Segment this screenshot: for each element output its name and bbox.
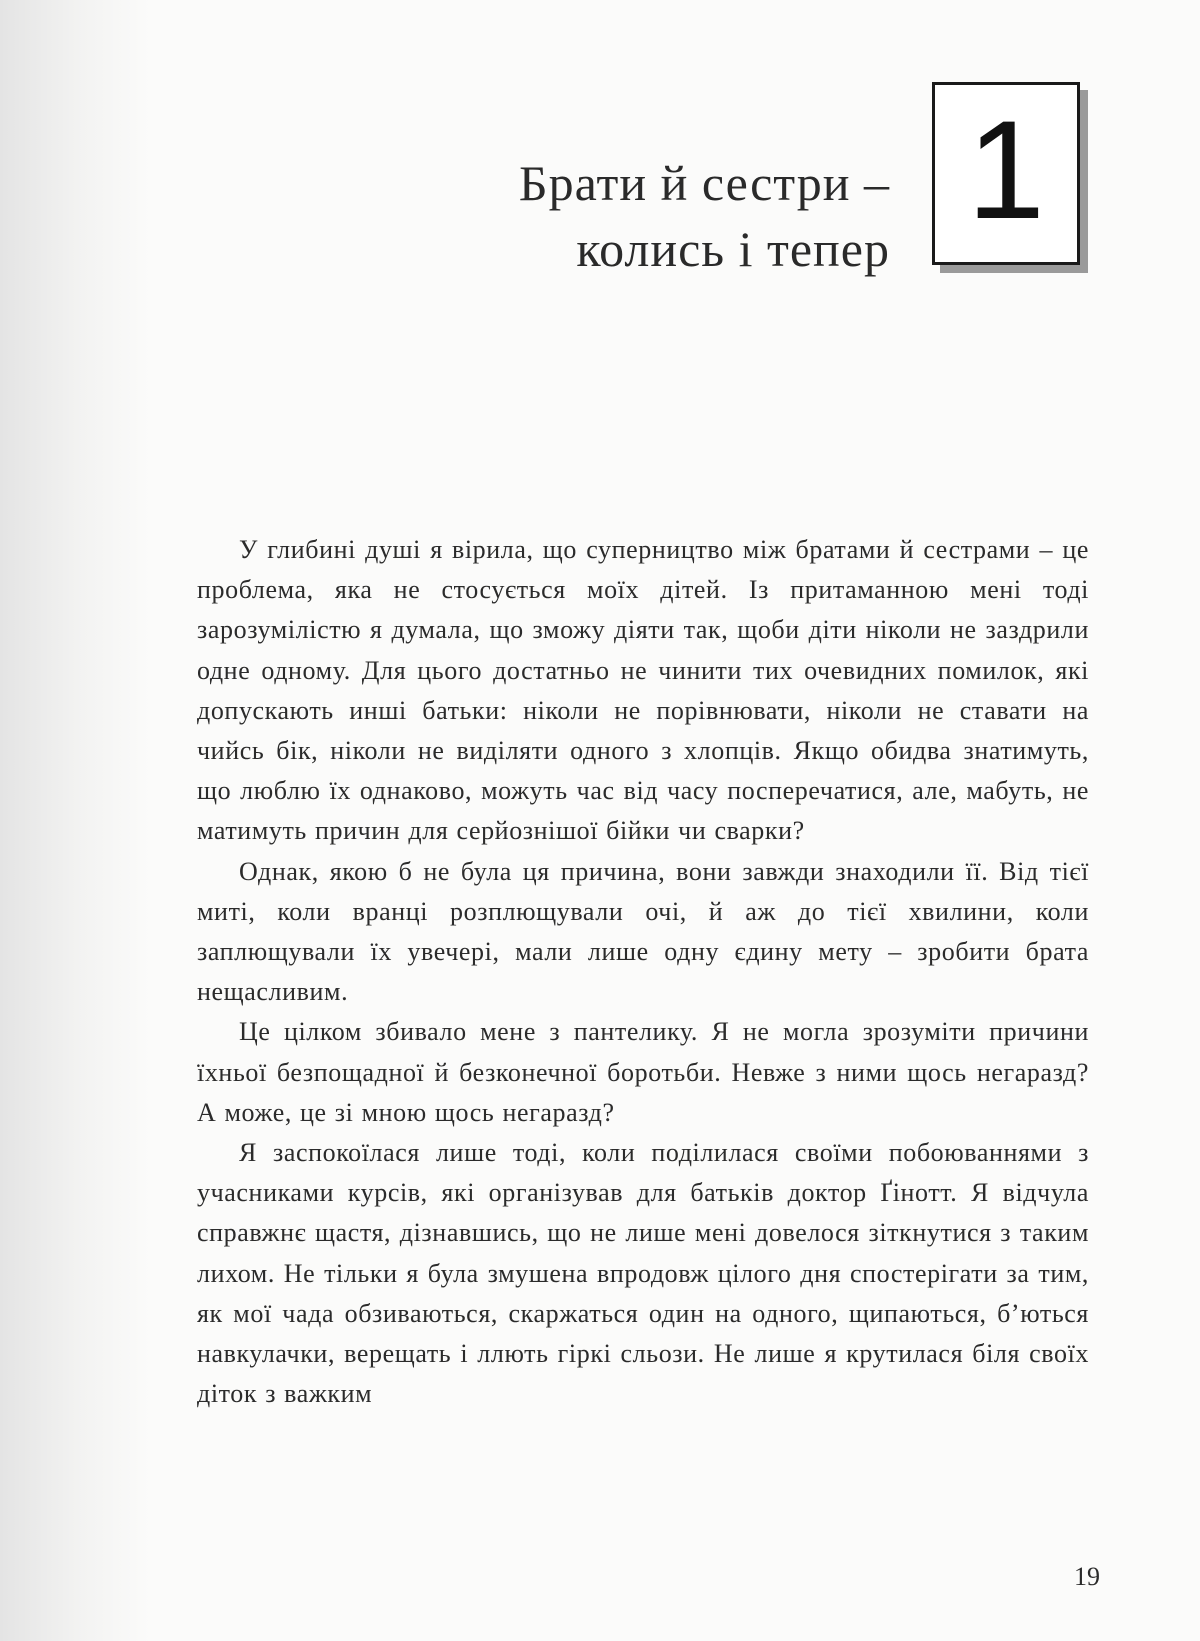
chapter-number: 1 <box>967 91 1045 248</box>
page-number: 19 <box>1074 1562 1100 1591</box>
paragraph-4: Я заспокоїлася лише тоді, коли поділилася своїми побоюваннями з учасниками курсів, які організував для батьків доктор Ґінотт. Я відчула справжнє щастя, дізнавшись, що не лише мені довелося зіткнутися з таким лихом. Не тільки я була змушена впродовж цілого дня спостерігати за тим, як мої чада обзиваються, скаржаться один на одного, щипаються, б’ються навкулачки, верещать і ллють гіркі сльози. Не лише я крутилася біля своїх діток з важким <box>197 1138 1089 1409</box>
paragraph-1: У глибині душі я вірила, що суперництво між братами й сестрами – це проблема, яка не стосується моїх дітей. Із притаманною мені тоді зарозумілістю я думала, що зможу діяти так, щоби діти ніколи не заздрили одне одному. Для цього достатньо не чинити тих очевидних помилок, які допускають инші батьки: ніколи не порівнювати, ніколи не ставати на чийсь бік, ніколи не виділяти одного з хлопців. Якщо обидва знатимуть, що люблю їх однаково, можуть час від часу посперечатися, але, мабуть, не матимуть причин для серйознішої бійки чи сварки? <box>197 535 1089 846</box>
paragraph-3: Це цілком збивало мене з пантелику. Я не могла зрозуміти причини їхньої безпощадної й безконечної боротьби. Невже з ними щось негаразд? А може, це зі мною щось негаразд? <box>197 1017 1089 1127</box>
chapter-title-line-2: колись і тепер <box>576 221 890 277</box>
chapter-title-line-1: Брати й сестри – <box>518 155 890 211</box>
chapter-number-box <box>932 82 1080 265</box>
chapter-title <box>300 150 890 282</box>
body-text <box>197 530 1089 1414</box>
page-gutter-shadow <box>0 0 150 1641</box>
paragraph-2: Однак, якою б не була ця причина, вони завжди знаходили її. Від тієї миті, коли вранці розплющували очі, й аж до тієї хвилини, коли заплющували їх увечері, мали лише одну єдину мету – зробити брата нещасливим. <box>197 856 1089 1007</box>
